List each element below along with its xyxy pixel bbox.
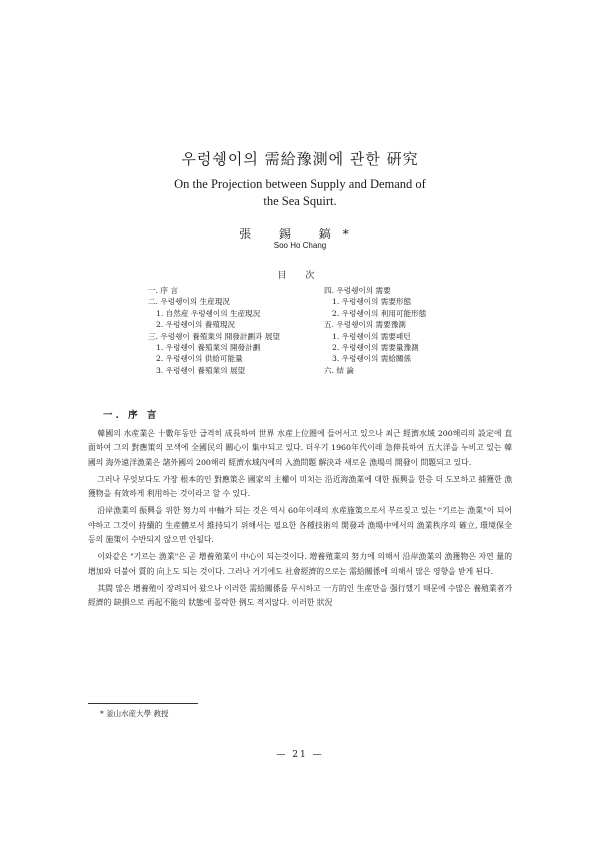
- toc-subitem: 1. 우렁쉥이 養殖業의 開發計劃: [156, 343, 261, 353]
- paragraph: 이와같은 "기르는 漁業"은 곧 增養殖業이 中心이 되는것이다. 增養殖業의 努力에 의해서 沿岸漁業의 漁獲物은 자연 量的 增加와 더불어 質的 向上도 되는 것이다. 그러나 거기에도 社會經濟的으로는 需給關係에 의해서 많은 영향을 받게 된다.: [88, 552, 512, 576]
- page-number: — 21 —: [276, 750, 324, 760]
- toc-subitem: 3. 우렁쉥이의 需給關係: [332, 354, 412, 364]
- toc-subitem: 2. 우렁쉥이의 利用可能形態: [332, 308, 427, 318]
- author-name-english: Soo Ho Chang: [273, 241, 327, 250]
- toc-subitem: 2. 우렁쉥이의 養殖現況: [156, 320, 236, 330]
- toc-item: 二. 우렁쉥이의 生産現況: [148, 297, 230, 307]
- paragraph: 韓國의 水産業은 十數年동안 급격히 成長하여 世界 水産上位圈에 들어서고 있으나 최근 經濟水域 200해리의 設定에 直面하여 그의 對應策의 모색에 全國民의 關心이 集中되고 있다. 더우기 1960年代이래 急伸長하여 五大洋을 누비고 있는 韓國의 海外遠洋漁業은 諸外國의 200해리 經濟水域內에의 入漁問題 解決과 새로운 漁場의 開發이 問題되고 있다.: [88, 429, 512, 467]
- title-english-line-1: On the Projection between Supply and Demand of: [174, 177, 426, 191]
- author-name-korean: 張 錫 鎬*: [239, 227, 361, 241]
- toc-item: 四. 우렁쉥이의 需要: [324, 286, 391, 295]
- toc-left-column: [148, 285, 328, 376]
- toc-item: 六. 結 論: [324, 365, 355, 375]
- toc-subitem: 3. 우렁쉥이 養殖業의 展望: [156, 365, 246, 375]
- toc-subitem: 1. 우렁쉥이의 需要패턴: [332, 331, 411, 341]
- toc-right-column: [324, 285, 474, 376]
- toc-item: 一. 序 言: [148, 286, 179, 295]
- toc-item: 三. 우렁쉥이 養殖業의 開發計劃과 展望: [148, 331, 281, 341]
- section-heading: 一. 序 言: [103, 410, 160, 421]
- toc-subitem: 2. 우렁쉥이의 供給可能量: [156, 354, 243, 364]
- title-english: [0, 176, 600, 210]
- body-text: [88, 427, 512, 614]
- toc-item: 五. 우렁쉥이의 需要豫測: [324, 320, 406, 330]
- toc-subitem: 1. 우렁쉥이의 需要形態: [332, 297, 412, 307]
- toc-subitem: 2. 우렁쉥이의 需要量豫測: [332, 343, 419, 353]
- footnote-divider: [88, 703, 198, 704]
- paragraph: 그러나 무엇보다도 가장 根本的인 對應策은 國家의 主權이 미치는 沿近海漁業에 대한 振興을 한층 더 도모하고 捕獲한 漁獲物을 有效하게 利用하는 것이라고 할 수 있다.: [88, 474, 512, 499]
- paragraph: 其間 많은 增養殖이 장려되어 왔으나 이러한 需給關係를 무시하고 一方的인 生産만을 强行했기 때문에 수많은 養殖業者가 經濟的 缺損으로 再起不能의 狀態에 몰락한 例도 적지않다. 이러한 狀況: [88, 583, 512, 608]
- title-english-line-2: the Sea Squirt.: [263, 194, 337, 208]
- footnote: * 釜山水産大學 敎授: [100, 709, 169, 718]
- paragraph: 沿岸漁業의 振興을 위한 努力의 中軸가 되는 것은 역시 60年이래의 水産施策으로서 부르짖고 있는 "기르는 漁業"이 되어야하고 그것이 持續的 生産體로서 維持되기 위해서는 필요한 各種技術의 開發과 漁場中에서의 漁業秩序의 確立, 環境保全 등의 施策이 수반되지 않으면 안될다.: [88, 506, 512, 545]
- toc-subitem: 1. 自然産 우렁쉥이의 生産現況: [156, 308, 261, 318]
- toc-heading: 目 次: [277, 271, 323, 281]
- title-korean: 우렁쉥이의 需給豫測에 관한 硏究: [181, 150, 419, 168]
